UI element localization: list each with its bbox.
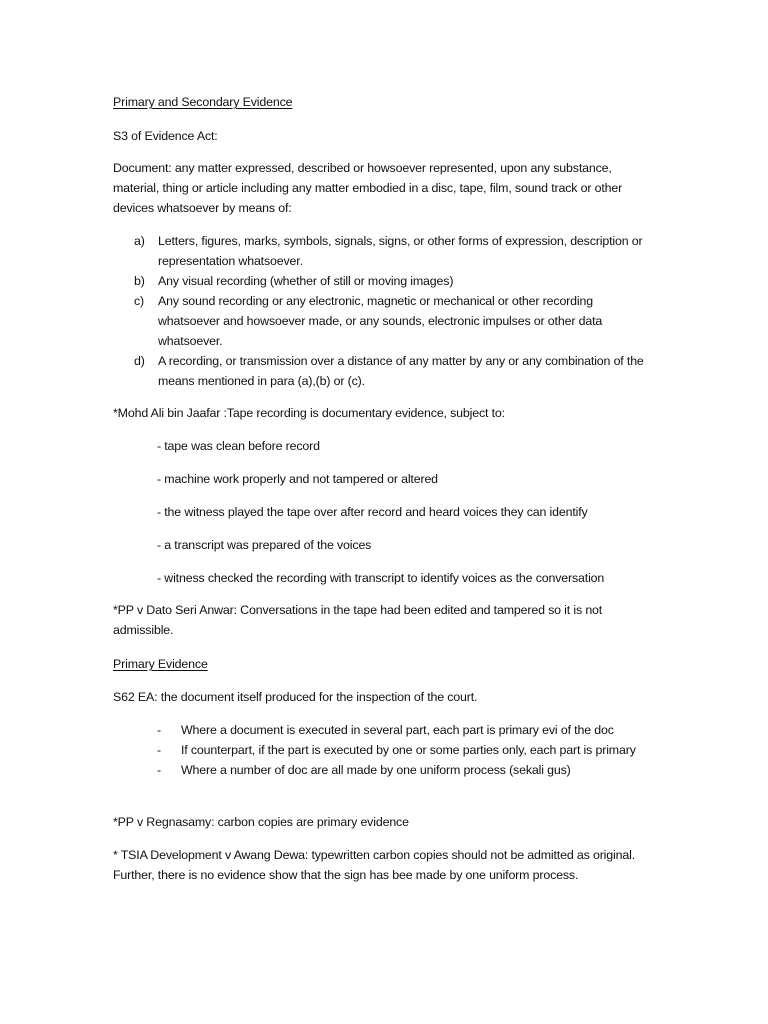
main-heading: Primary and Secondary Evidence (113, 95, 293, 109)
document-definition: Document: any matter expressed, described or howsoever represented, upon any substance, material, thing or article including any matter embodied in a disc, tape, film, sound track or other devices whatsoever by means of: (113, 161, 623, 215)
condition-item: - a transcript was prepared of the voices (157, 538, 372, 552)
s62-text: S62 EA: the document itself produced for the inspection of the court. (113, 690, 478, 704)
primary-evidence-heading: Primary Evidence (113, 657, 208, 671)
condition-item: - tape was clean before record (157, 439, 320, 453)
list-item (113, 231, 658, 271)
list-item (113, 291, 658, 351)
list-marker: d) (134, 354, 145, 368)
condition-item: - machine work properly and not tampered or altered (157, 472, 438, 486)
list-marker: b) (134, 274, 145, 288)
list-item (113, 271, 658, 291)
list-marker: a) (134, 234, 145, 248)
list-item-text: Letters, figures, marks, symbols, signals, signs, or other forms of expression, description or representation whatsoever. (158, 234, 643, 268)
list-item (113, 720, 658, 740)
list-item-text: Any sound recording or any electronic, magnetic or mechanical or other recording whatsoever and howsoever made, or any sounds, electronic impulses or other data whatsoever. (158, 294, 603, 348)
list-item-text: Where a number of doc are all made by one uniform process (sekali gus) (181, 763, 571, 777)
list-marker: c) (134, 294, 145, 308)
list-item (113, 351, 658, 391)
s3-heading: S3 of Evidence Act: (113, 129, 218, 143)
definition-list (113, 231, 658, 391)
regnasamy-case: *PP v Regnasamy: carbon copies are primary evidence (113, 815, 409, 829)
condition-item: - the witness played the tape over after record and heard voices they can identify (157, 505, 588, 519)
mohd-ali-case: *Mohd Ali bin Jaafar :Tape recording is documentary evidence, subject to: (113, 406, 505, 420)
primary-list (113, 720, 658, 780)
list-item-text: A recording, or transmission over a distance of any matter by any or any combination of the means mentioned in para (a),(b) or (c). (158, 354, 644, 388)
list-marker: - (157, 743, 161, 757)
list-item (113, 760, 658, 780)
list-item-text: Any visual recording (whether of still or moving images) (158, 274, 454, 288)
list-item (113, 740, 658, 760)
list-item-text: If counterpart, if the part is executed by one or some parties only, each part is primary (181, 743, 636, 757)
tsia-case: * TSIA Development v Awang Dewa: typewritten carbon copies should not be admitted as original. Further, there is no evidence show that the sign has bee made by one uniform process. (113, 848, 635, 882)
list-item-text: Where a document is executed in several part, each part is primary evi of the doc (181, 723, 614, 737)
list-marker: - (157, 723, 161, 737)
anwar-case: *PP v Dato Seri Anwar: Conversations in the tape had been edited and tampered so it is not admissible. (113, 603, 603, 637)
condition-item: - witness checked the recording with transcript to identify voices as the conversation (157, 571, 605, 585)
list-marker: - (157, 763, 161, 777)
